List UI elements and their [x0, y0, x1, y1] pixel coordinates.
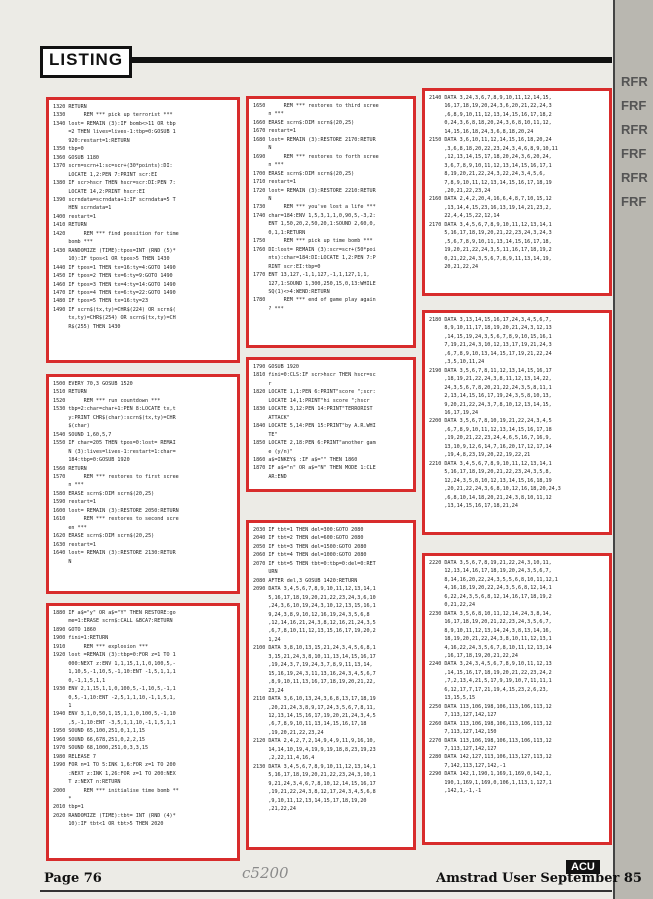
handwritten-note: c5200: [242, 864, 289, 882]
listing-code: 2220 DATA 3,5,6,7,8,19,21,22,24,3,10,11, 12,13,14,16,17,18,19,20,24,3,5,6,7, 8,14,16,20,22,24,3,5,5,6,8,10,11,12,1 4,16,18,19,20,22,24,3,5,6,8,12,14,1 6,22,24,3,5,6,8,12,14,16,17,18,19,2 0,21,22,24 2230 DATA 3,5,6,8,10,11,12,14,24,3,8,14, 16,17,18,19,20,21,22,23,24,3,5,6,7, 8,9,10,11,12,13,14,24,3,8,13,14,16, 18,19,20,21,22,24,3,8,10,11,12,13,1 4,16,22,24,3,5,6,7,8,10,11,12,13,14 ,16,17,18,19,20,21,22,24 2240 DATA 3,24,3,4,5,6,7,8,9,10,11,12,13 ,14,15,16,17,18,19,20,21,22,23,24,2 ,7,2,13,4,21,5,17,9,19,10,7,11,11,1 6,12,17,7,17,21,19,4,15,23,2,6,23, 13,15,5,15 2250 DATA 113,106,198,106,113,106,113,12 7,113,127,142,127 2260 DATA 113,106,198,106,113,106,113,12 7,113,127,142,150 2270 DATA 113,106,198,106,113,106,113,12 7,113,127,142,127 2280 DATA 142,127,113,106,113,127,113,12 7,142,113,127,142,-1 2290 DATA 142,1,190,1,169,1,169,0,142,1, 190,1,169,1,169,0,106,1,113,1,127,1 ,142,1,-1,-1: [429, 560, 558, 795]
listing-code: 1650 REM *** restores to third scree n *** 1660 ERASE scrn$:DIM scrn$(20,25) 1670 restart=1 1680 lost= REMAIN (3):RESTORE 2170:RETUR N 1690 REM *** restores to forth scree n *** 1700 ERASE scrn$:DIM scrn$(20,25) 1710 restart=1 1720 lost= REMAIN (3):RESTORE 2210:RETUR N 1730 REM *** you've lost a life *** 1740 char=184:ENV 1,5,3,1,1,0,90,5,-3,2: ENT 1,50,20,2,50,20,1:SOUND 2,60,0, 0,1,1:RETURN 1750 REM *** pick up time bomb *** 1760 DI:lost= REMAIN (3):scr=scr+(50*poi nts):char=184:DI:LOCATE 1,2:PEN 7:P RINT scr:EI:tbp=0 1770 ENT 13,127,-1,1,127,-1,1,127,1,1, 127,1:SOUND 1,300,250,15,0,13:WHILE SQ(1)<>4:WEND:RETURN 1780 REM *** end of game play again ? ***: [253, 103, 379, 312]
listing-code: 2140 DATA 3,24,3,6,7,8,9,10,11,12,14,15, 16,17,18,19,20,24,3,6,20,21,22,24,3 ,6,8,9,10,11,12,13,14,15,16,17,18,2 0,24,3,6,8,18,20,24,3,6,8,10,11,12, 14,15,16,18,24,3,6,8,18,20,24 2150 DATA 3,6,10,11,12,14,15,16,18,20,24 ,3,6,8,18,20,22,23,24,3,4,6,8,9,10,11 ,12,13,14,15,17,18,20,24,3,6,20,24, 3,6,7,8,9,10,11,12,13,14,15,16,17,1 8,19,20,21,22,24,3,22,24,3,4,5,6, 7,8,9,10,11,12,13,14,15,16,17,18,19 ,20,21,22,23,24 2160 DATA 2,4,2,20,4,16,6,4,8,7,10,15,12 ,13,14,4,15,23,16,13,19,14,21,23,2, 22,4,4,15,22,12,14 2170 DATA 3,4,5,6,7,8,9,10,11,12,13,14,1 5,16,17,18,19,20,21,22,23,24,3,24,3 ,5,6,7,8,9,10,11,13,14,15,16,17,18, 19,20,21,22,24,3,5,11,16,17,18,19,2 0,21,22,24,3,5,6,7,8,9,11,13,14,19, 20,21,22,24: [429, 95, 558, 271]
footer-rule: [40, 890, 612, 892]
listing-box-col2-a: [246, 96, 416, 348]
listing-box-col3-b: [422, 310, 612, 535]
publisher-badge: ACU: [566, 860, 600, 874]
listing-code: 2180 DATA 3,13,14,15,16,17,24,3,4,5,6,7, 8,9,10,11,17,18,19,20,21,24,3,12,13 ,14,15,19,24,3,5,6,7,8,9,10,15,16,1 7,19,21,24,3,10,12,13,17,19,21,24,3 ,6,7,8,9,10,13,14,15,17,19,21,22,24 ,3,5,10,11,24 2190 DATA 3,5,6,7,8,11,12,13,14,15,16,17 ,18,19,21,22,24,3,8,11,12,13,14,22, 24,3,5,6,7,8,20,21,22,24,3,5,8,11,1 2,13,14,15,16,17,19,24,3,5,8,10,13, 9,20,21,22,24,3,7,8,10,12,13,14,15, 16,17,19,24 2200 DATA 3,5,6,7,8,10,19,21,22,24,3,4,5 ,6,7,8,9,10,11,12,13,14,15,16,17,18 ,19,20,21,22,23,24,4,6,5,16,7,16,9, 13,10,9,12,6,14,7,16,20,17,12,17,14 ,19,4,8,23,19,20,22,19,22,21 2210 DATA 3,4,5,6,7,8,9,10,11,12,13,14,1 5,16,17,18,19,20,21,22,23,24,3,5,8, 12,24,3,5,8,10,12,13,14,15,16,18,19 ,20,21,22,24,3,6,8,10,12,16,18,20,24,3 ,6,8,10,14,18,20,21,24,3,8,10,11,12 ,13,14,15,16,17,18,21,24: [429, 317, 561, 509]
listing-box-col2-b: [246, 357, 416, 492]
section-title: LISTING: [40, 46, 132, 78]
listing-box-col1-b: [46, 374, 240, 594]
listing-box-col3-c: [422, 553, 612, 845]
adjacent-page-text: RFRFRFRFRFRFRFRFRF: [621, 74, 648, 209]
listing-box-col1-a: [46, 97, 240, 363]
magazine-issue: Amstrad User September 85: [436, 871, 642, 886]
listing-box-col2-c: [246, 520, 416, 850]
listing-code: 1790 GOSUB 1920 1810 fini=0:CLS:IF scr>hscr THEN hscr=sc r 1820 LOCATE 1,1:PEN 6:PRINT"score ";scr: LOCATE 14,1:PRINT"hi score ";hscr 1830 LOCATE 3,12:PEN 14:PRINT"TERRORIST ATTACK" 1840 LOCATE 5,14:PEN 15:PRINT"by A.R.WHI TE" 1850 LOCATE 2,18:PEN 6:PRINT"another gam e (y/n)" 1860 a$=INKEY$ :IF a$="" THEN 1860 1870 IF a$="n" OR a$="N" THEN MODE 1:CLE AR:END: [253, 364, 376, 480]
listing-box-col1-c: [46, 603, 240, 861]
listing-box-col3-a: [422, 88, 612, 296]
adjacent-page-strip: [613, 0, 653, 899]
page-number: Page 76: [44, 871, 102, 886]
listing-code: 2030 IF tbt=1 THEN del=300:GOTO 2080 2040 IF tbt=2 THEN del=600:GOTO 2080 2050 IF tbt=3 THEN del=1500:GOTO 2080 2060 IF tbt=4 THEN del=1000:GOTO 2080 2070 IF tbt=5 THEN tbt=0:tbp=0:del=0:RET URN 2080 AFTER del,3 GOSUB 1420:RETURN 2090 DATA 3,4,5,6,7,8,9,10,11,12,13,14,1 5,16,17,18,19,20,21,22,23,24,3,6,10 ,24,3,6,10,19,24,3,10,12,13,15,16,1 9,24,3,8,9,10,12,16,19,24,3,5,6,8 ,12,14,16,21,24,3,8,12,16,21,24,3,5 ,6,7,8,10,11,12,13,15,16,17,19,20,2 1,24 2100 DATA 3,8,10,13,15,21,24,3,4,5,6,8,1 3,15,21,24,3,8,10,11,13,14,15,16,17 ,19,24,3,7,19,24,3,7,8,9,11,13,14, 15,16,19,24,3,11,13,16,24,3,4,5,6,7 ,8,9,10,11,13,16,17,18,19,20,21,22, 23,24 2110 DATA 3,6,10,13,24,3,6,8,13,17,18,19 ,20,21,24,3,8,9,17,24,3,5,6,7,8,11, 12,13,14,15,16,17,19,20,21,24,3,4,5 ,6,7,8,9,10,11,13,14,15,16,17,18 ,19,20,21,22,23,24 2120 DATA 2,4,2,7,2,14,9,4,9,11,9,16,10, 14,14,10,19,4,19,9,19,18,8,23,19,23 ,2,22,11,4,16,4 2130 DATA 3,4,5,6,7,8,9,10,11,12,13,14,1 5,16,17,18,19,20,21,22,23,24,3,10,1 9,21,24,3,4,6,7,8,10,12,14,15,16,17 ,19,21,22,24,3,8,12,17,24,3,4,5,6,8 ,9,10,11,12,13,14,15,17,18,19,20 ,21,22,24: [253, 527, 376, 812]
listing-code: 1320 RETURN 1330 REM *** pick up terrorist *** 1340 lost= REMAIN (3):IF bomb<>11 OR tbp =2 THEN lives=lives-1:tbp=0:GOSUB 1 920:restart=1:RETURN 1350 tbp=0 1360 GOSUB 1180 1370 scrn=scrn+1:sc=scr+(30*points):DI: LOCATE 1,2:PEN 7:PRINT scr:EI 1380 IF scr>hscr THEN hscr=scr:DI:PEN 7: LOCATE 14,2:PRINT hscr:EI 1390 scrndata=scrndata+1:IF scrndata=5 T HEN scrndata=1 1400 restart=1 1410 RETURN 1420 REM *** find possition for time bomb *** 1430 RANDOMIZE (TIME):tpos=INT (RND (5)* 10):IF tpos<1 OR tpos>5 THEN 1430 1440 IF tpos=1 THEN tx=16:ty=4:GOTO 1490 1450 IF tpos=2 THEN tx=6:ty=9:GOTO 1490 1460 IF tpos=3 THEN tx=4:ty=14:GOTO 1490 1470 IF tpos=4 THEN tx=6:ty=22:GOTO 1490 1480 IF tpos=5 THEN tx=16:ty=23 1490 IF scrn$(tx,ty)=CHR$(224) OR scrn$( tx,ty)=CHR$(254) OR scrn$(tx,ty)=CH R$(255) THEN 1430: [53, 104, 179, 330]
listing-code: 1500 EVERY 70,3 GOSUB 1520 1510 RETURN 1520 REM *** run countdown *** 1530 tbp=2:char=char+1:PEN 8:LOCATE tx,t y:PRINT CHR$(char):scrn$(tx,ty)=CHR $(char) 1540 SOUND 1,60,5,7 1550 IF char=205 THEN tpos=0:lost= REMAI N (3):lives=lives-1:restart=1:char= 184:tbp=0:GOSUB 1920 1560 RETURN 1570 REM *** restores to first scree n *** 1580 ERASE scrn$:DIM scrn$(20,25) 1590 restart=1 1600 lost= REMAIN (3):RESTORE 2050:RETURN 1610 REM *** restores to second scre en *** 1620 ERASE scrn$:DIM scrn$(20,25) 1630 restart=1 1640 lost= REMAIN (3):RESTORE 2130:RETUR N: [53, 381, 179, 565]
listing-code: 1880 IF a$="y" OR a$="Y" THEN RESTORE:go me=1:ERASE scrn$:CALL &BCA7:RETURN 1890 GOTO 1860 1900 fini=1:RETURN 1910 REM *** explosion *** 1920 lost =REMAIN (3):tbp=0:FOR z=1 TO 1 000:NEXT z:ENV 1,1,15,1,1,0,100,5,- 1,10,5,-1,10,5,-1,10:ENT -1,5,1,1,1 0,-1,1,5,1,1 1930 ENV 2,1,15,1,1,0,100,5,-1,10,5,-1,1 0,5,-1,10:ENT -2,5,1,1,10,-1,1,5,1, 1 1940 ENV 3,1,0,50,1,15,1,1,0,100,5,-1,10 ,5,-1,10:ENT -3,5,1,1,10,-1,1,5,1,1 1950 SOUND 65,100,251,0,1,1,15 1960 SOUND 66,678,251,0,2,2,15 1970 SOUND 68,1000,251,0,3,3,15 1980 RELEASE 7 1990 FOR n=1 TO 5:INK 1,6:FOR z=1 TO 200 :NEXT z:INK 1,26:FOR z=1 TO 200:NEX T z:NEXT n:RETURN 2000 REM *** initialise time bomb ** * 2010 tbp=1 2020 RANDOMIZE (TIME):tbt= INT (RND (4)* 10):IF tbt<1 OR tbt>5 THEN 2020: [53, 610, 179, 828]
